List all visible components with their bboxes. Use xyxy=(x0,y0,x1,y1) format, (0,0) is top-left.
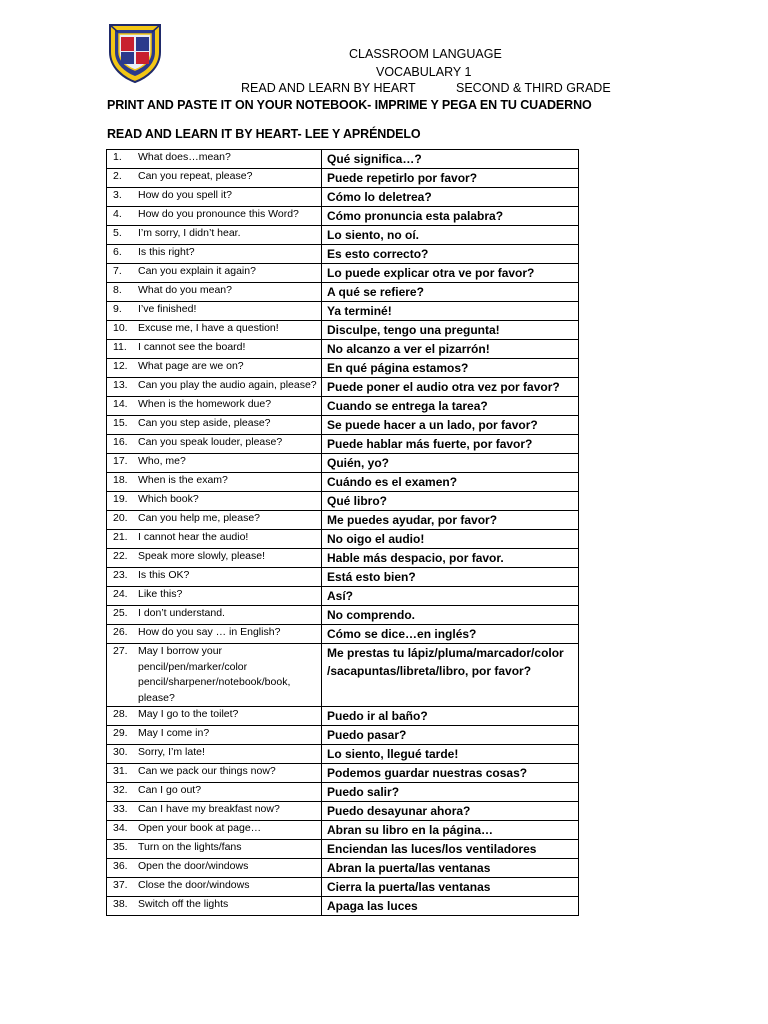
row-number: 26. xyxy=(113,626,128,638)
english-phrase: Can we pack our things now? xyxy=(138,765,276,777)
spanish-phrase: Así? xyxy=(322,587,579,606)
english-phrase: How do you pronounce this Word? xyxy=(138,208,299,220)
row-number: 4. xyxy=(113,208,122,220)
row-number: 25. xyxy=(113,607,128,619)
spanish-phrase: Disculpe, tengo una pregunta! xyxy=(322,321,579,340)
english-phrase: Switch off the lights xyxy=(138,898,229,910)
read-learn-heading: READ AND LEARN BY HEART xyxy=(241,81,416,95)
english-cell xyxy=(107,625,322,644)
english-phrase: Who, me? xyxy=(138,455,186,467)
row-number: 17. xyxy=(113,455,128,467)
english-cell xyxy=(107,802,322,821)
table-row xyxy=(107,302,579,321)
spanish-phrase: No comprendo. xyxy=(322,606,579,625)
english-phrase: Is this OK? xyxy=(138,569,190,581)
spanish-phrase: Puede poner el audio otra vez por favor? xyxy=(322,378,579,397)
english-cell xyxy=(107,644,322,707)
english-cell xyxy=(107,897,322,916)
row-number: 38. xyxy=(113,898,128,910)
english-cell xyxy=(107,878,322,897)
english-cell xyxy=(107,207,322,226)
school-crest-icon xyxy=(106,22,164,84)
table-row xyxy=(107,783,579,802)
row-number: 29. xyxy=(113,727,128,739)
spanish-phrase: Ya terminé! xyxy=(322,302,579,321)
english-phrase: Can I go out? xyxy=(138,784,202,796)
table-row xyxy=(107,802,579,821)
table-row xyxy=(107,435,579,454)
spanish-phrase: Podemos guardar nuestras cosas? xyxy=(322,764,579,783)
spanish-phrase: Puedo salir? xyxy=(322,783,579,802)
row-number: 21. xyxy=(113,531,128,543)
table-row xyxy=(107,897,579,916)
table-row xyxy=(107,397,579,416)
english-cell xyxy=(107,707,322,726)
english-cell xyxy=(107,783,322,802)
row-number: 33. xyxy=(113,803,128,815)
english-cell xyxy=(107,530,322,549)
table-row xyxy=(107,606,579,625)
row-number: 5. xyxy=(113,227,122,239)
spanish-phrase: Cuándo es el examen? xyxy=(322,473,579,492)
spanish-phrase: Está esto bien? xyxy=(322,568,579,587)
english-phrase: I cannot see the board! xyxy=(138,341,246,353)
english-cell xyxy=(107,416,322,435)
english-phrase: Like this? xyxy=(138,588,183,600)
row-number: 11. xyxy=(113,341,127,353)
table-row xyxy=(107,511,579,530)
spanish-phrase: Cómo lo deletrea? xyxy=(322,188,579,207)
english-cell xyxy=(107,726,322,745)
english-phrase: Open the door/windows xyxy=(138,860,249,872)
table-row xyxy=(107,492,579,511)
table-row xyxy=(107,726,579,745)
row-number: 13. xyxy=(113,379,128,391)
spanish-phrase: Lo siento, no oí. xyxy=(322,226,579,245)
english-cell xyxy=(107,321,322,340)
row-number: 27. xyxy=(113,645,128,657)
english-cell xyxy=(107,435,322,454)
table-row xyxy=(107,226,579,245)
vocabulary-table xyxy=(106,149,579,916)
row-number: 24. xyxy=(113,588,128,600)
row-number: 8. xyxy=(113,284,122,296)
row-number: 37. xyxy=(113,879,128,891)
english-phrase: Is this right? xyxy=(138,246,195,258)
document-title: CLASSROOM LANGUAGE xyxy=(349,47,502,61)
english-cell xyxy=(107,606,322,625)
english-cell xyxy=(107,511,322,530)
table-row xyxy=(107,644,579,707)
table-row xyxy=(107,568,579,587)
table-row xyxy=(107,840,579,859)
spanish-phrase: Lo siento, llegué tarde! xyxy=(322,745,579,764)
spanish-phrase: Se puede hacer a un lado, por favor? xyxy=(322,416,579,435)
english-cell xyxy=(107,745,322,764)
vocabulary-subtitle: VOCABULARY 1 xyxy=(376,65,472,79)
spanish-phrase: Quién, yo? xyxy=(322,454,579,473)
table-row xyxy=(107,188,579,207)
english-cell xyxy=(107,568,322,587)
english-phrase: Turn on the lights/fans xyxy=(138,841,242,853)
spanish-phrase: Puede repetirlo por favor? xyxy=(322,169,579,188)
english-phrase: Can you play the audio again, please? xyxy=(138,379,317,391)
row-number: 9. xyxy=(113,303,122,315)
table-row xyxy=(107,264,579,283)
row-number: 18. xyxy=(113,474,128,486)
english-cell xyxy=(107,150,322,169)
english-phrase: I don’t understand. xyxy=(138,607,225,619)
row-number: 36. xyxy=(113,860,128,872)
english-cell xyxy=(107,397,322,416)
english-phrase: I’m sorry, I didn’t hear. xyxy=(138,227,241,239)
spanish-phrase: En qué página estamos? xyxy=(322,359,579,378)
english-phrase: May I go to the toilet? xyxy=(138,708,239,720)
english-cell xyxy=(107,283,322,302)
row-number: 16. xyxy=(113,436,128,448)
row-number: 20. xyxy=(113,512,128,524)
spanish-phrase: Cuando se entrega la tarea? xyxy=(322,397,579,416)
row-number: 2. xyxy=(113,170,122,182)
print-paste-instruction: PRINT AND PASTE IT ON YOUR NOTEBOOK- IMPRIME Y PEGA EN TU CUADERNO xyxy=(107,98,592,112)
english-phrase: Close the door/windows xyxy=(138,879,250,891)
table-row xyxy=(107,549,579,568)
table-row xyxy=(107,416,579,435)
table-row xyxy=(107,764,579,783)
spanish-phrase: Me puedes ayudar, por favor? xyxy=(322,511,579,530)
table-row xyxy=(107,454,579,473)
spanish-phrase: Puede hablar más fuerte, por favor? xyxy=(322,435,579,454)
english-phrase: Can you help me, please? xyxy=(138,512,260,524)
english-cell xyxy=(107,821,322,840)
english-phrase: May I come in? xyxy=(138,727,210,739)
row-number: 19. xyxy=(113,493,128,505)
english-cell xyxy=(107,226,322,245)
english-phrase: What do you mean? xyxy=(138,284,232,296)
row-number: 22. xyxy=(113,550,128,562)
spanish-phrase: Hable más despacio, por favor. xyxy=(322,549,579,568)
spanish-phrase: Qué significa…? xyxy=(322,150,579,169)
english-phrase: What page are we on? xyxy=(138,360,244,372)
spanish-phrase: No oigo el audio! xyxy=(322,530,579,549)
table-row xyxy=(107,150,579,169)
table-row xyxy=(107,169,579,188)
english-cell xyxy=(107,859,322,878)
english-cell xyxy=(107,840,322,859)
row-number: 15. xyxy=(113,417,128,429)
table-row xyxy=(107,207,579,226)
spanish-phrase: Puedo pasar? xyxy=(322,726,579,745)
english-cell xyxy=(107,340,322,359)
english-cell xyxy=(107,169,322,188)
table-row xyxy=(107,878,579,897)
table-row xyxy=(107,340,579,359)
grade-label: SECOND & THIRD GRADE xyxy=(456,81,611,95)
english-cell xyxy=(107,378,322,397)
spanish-phrase: Abran la puerta/las ventanas xyxy=(322,859,579,878)
table-row xyxy=(107,321,579,340)
table-row xyxy=(107,745,579,764)
row-number: 1. xyxy=(113,151,122,163)
table-row xyxy=(107,378,579,397)
english-phrase: Can you step aside, please? xyxy=(138,417,271,429)
english-phrase: Can you speak louder, please? xyxy=(138,436,283,448)
row-number: 3. xyxy=(113,189,122,201)
spanish-phrase: No alcanzo a ver el pizarrón! xyxy=(322,340,579,359)
english-phrase: When is the exam? xyxy=(138,474,228,486)
table-row xyxy=(107,859,579,878)
table-row xyxy=(107,625,579,644)
english-cell xyxy=(107,492,322,511)
table-row xyxy=(107,283,579,302)
english-cell xyxy=(107,359,322,378)
spanish-phrase: Me prestas tu lápiz/pluma/marcador/color /sacapuntas/libreta/libro, por favor? xyxy=(322,644,579,707)
english-phrase: I’ve finished! xyxy=(138,303,197,315)
spanish-phrase: Qué libro? xyxy=(322,492,579,511)
row-number: 30. xyxy=(113,746,128,758)
table-row xyxy=(107,245,579,264)
row-number: 6. xyxy=(113,246,122,258)
row-number: 7. xyxy=(113,265,122,277)
spanish-phrase: Abran su libro en la página… xyxy=(322,821,579,840)
english-phrase: Open your book at page… xyxy=(138,822,262,834)
row-number: 12. xyxy=(113,360,128,372)
spanish-phrase: Cómo pronuncia esta palabra? xyxy=(322,207,579,226)
english-cell xyxy=(107,764,322,783)
english-phrase: I cannot hear the audio! xyxy=(138,531,249,543)
english-phrase: Sorry, I’m late! xyxy=(138,746,205,758)
english-phrase: May I borrow your pencil/pen/marker/color pencil/sharpener/notebook/book, please? xyxy=(138,645,291,704)
english-cell xyxy=(107,302,322,321)
spanish-phrase: Puedo desayunar ahora? xyxy=(322,802,579,821)
english-cell xyxy=(107,454,322,473)
english-phrase: What does…mean? xyxy=(138,151,231,163)
table-row xyxy=(107,473,579,492)
table-row xyxy=(107,821,579,840)
english-cell xyxy=(107,473,322,492)
english-phrase: Excuse me, I have a question! xyxy=(138,322,279,334)
table-row xyxy=(107,530,579,549)
row-number: 35. xyxy=(113,841,128,853)
english-phrase: Can you explain it again? xyxy=(138,265,256,277)
english-cell xyxy=(107,587,322,606)
english-phrase: When is the homework due? xyxy=(138,398,272,410)
table-row xyxy=(107,359,579,378)
read-learn-instruction: READ AND LEARN IT BY HEART- LEE Y APRÉNDELO xyxy=(107,127,421,141)
english-phrase: How do you say … in English? xyxy=(138,626,281,638)
spanish-phrase: Es esto correcto? xyxy=(322,245,579,264)
spanish-phrase: Puedo ir al baño? xyxy=(322,707,579,726)
english-phrase: Can I have my breakfast now? xyxy=(138,803,280,815)
english-cell xyxy=(107,245,322,264)
row-number: 32. xyxy=(113,784,128,796)
english-cell xyxy=(107,188,322,207)
english-phrase: Speak more slowly, please! xyxy=(138,550,266,562)
row-number: 28. xyxy=(113,708,128,720)
english-phrase: Can you repeat, please? xyxy=(138,170,253,182)
spanish-phrase: Cierra la puerta/las ventanas xyxy=(322,878,579,897)
english-phrase: How do you spell it? xyxy=(138,189,232,201)
spanish-phrase: Enciendan las luces/los ventiladores xyxy=(322,840,579,859)
row-number: 10. xyxy=(113,322,128,334)
row-number: 23. xyxy=(113,569,128,581)
row-number: 14. xyxy=(113,398,128,410)
spanish-phrase: Cómo se dice…en inglés? xyxy=(322,625,579,644)
spanish-phrase: Lo puede explicar otra ve por favor? xyxy=(322,264,579,283)
english-phrase: Which book? xyxy=(138,493,199,505)
table-row xyxy=(107,587,579,606)
english-cell xyxy=(107,549,322,568)
spanish-phrase: A qué se refiere? xyxy=(322,283,579,302)
row-number: 34. xyxy=(113,822,128,834)
english-cell xyxy=(107,264,322,283)
spanish-phrase: Apaga las luces xyxy=(322,897,579,916)
row-number: 31. xyxy=(113,765,128,777)
table-row xyxy=(107,707,579,726)
